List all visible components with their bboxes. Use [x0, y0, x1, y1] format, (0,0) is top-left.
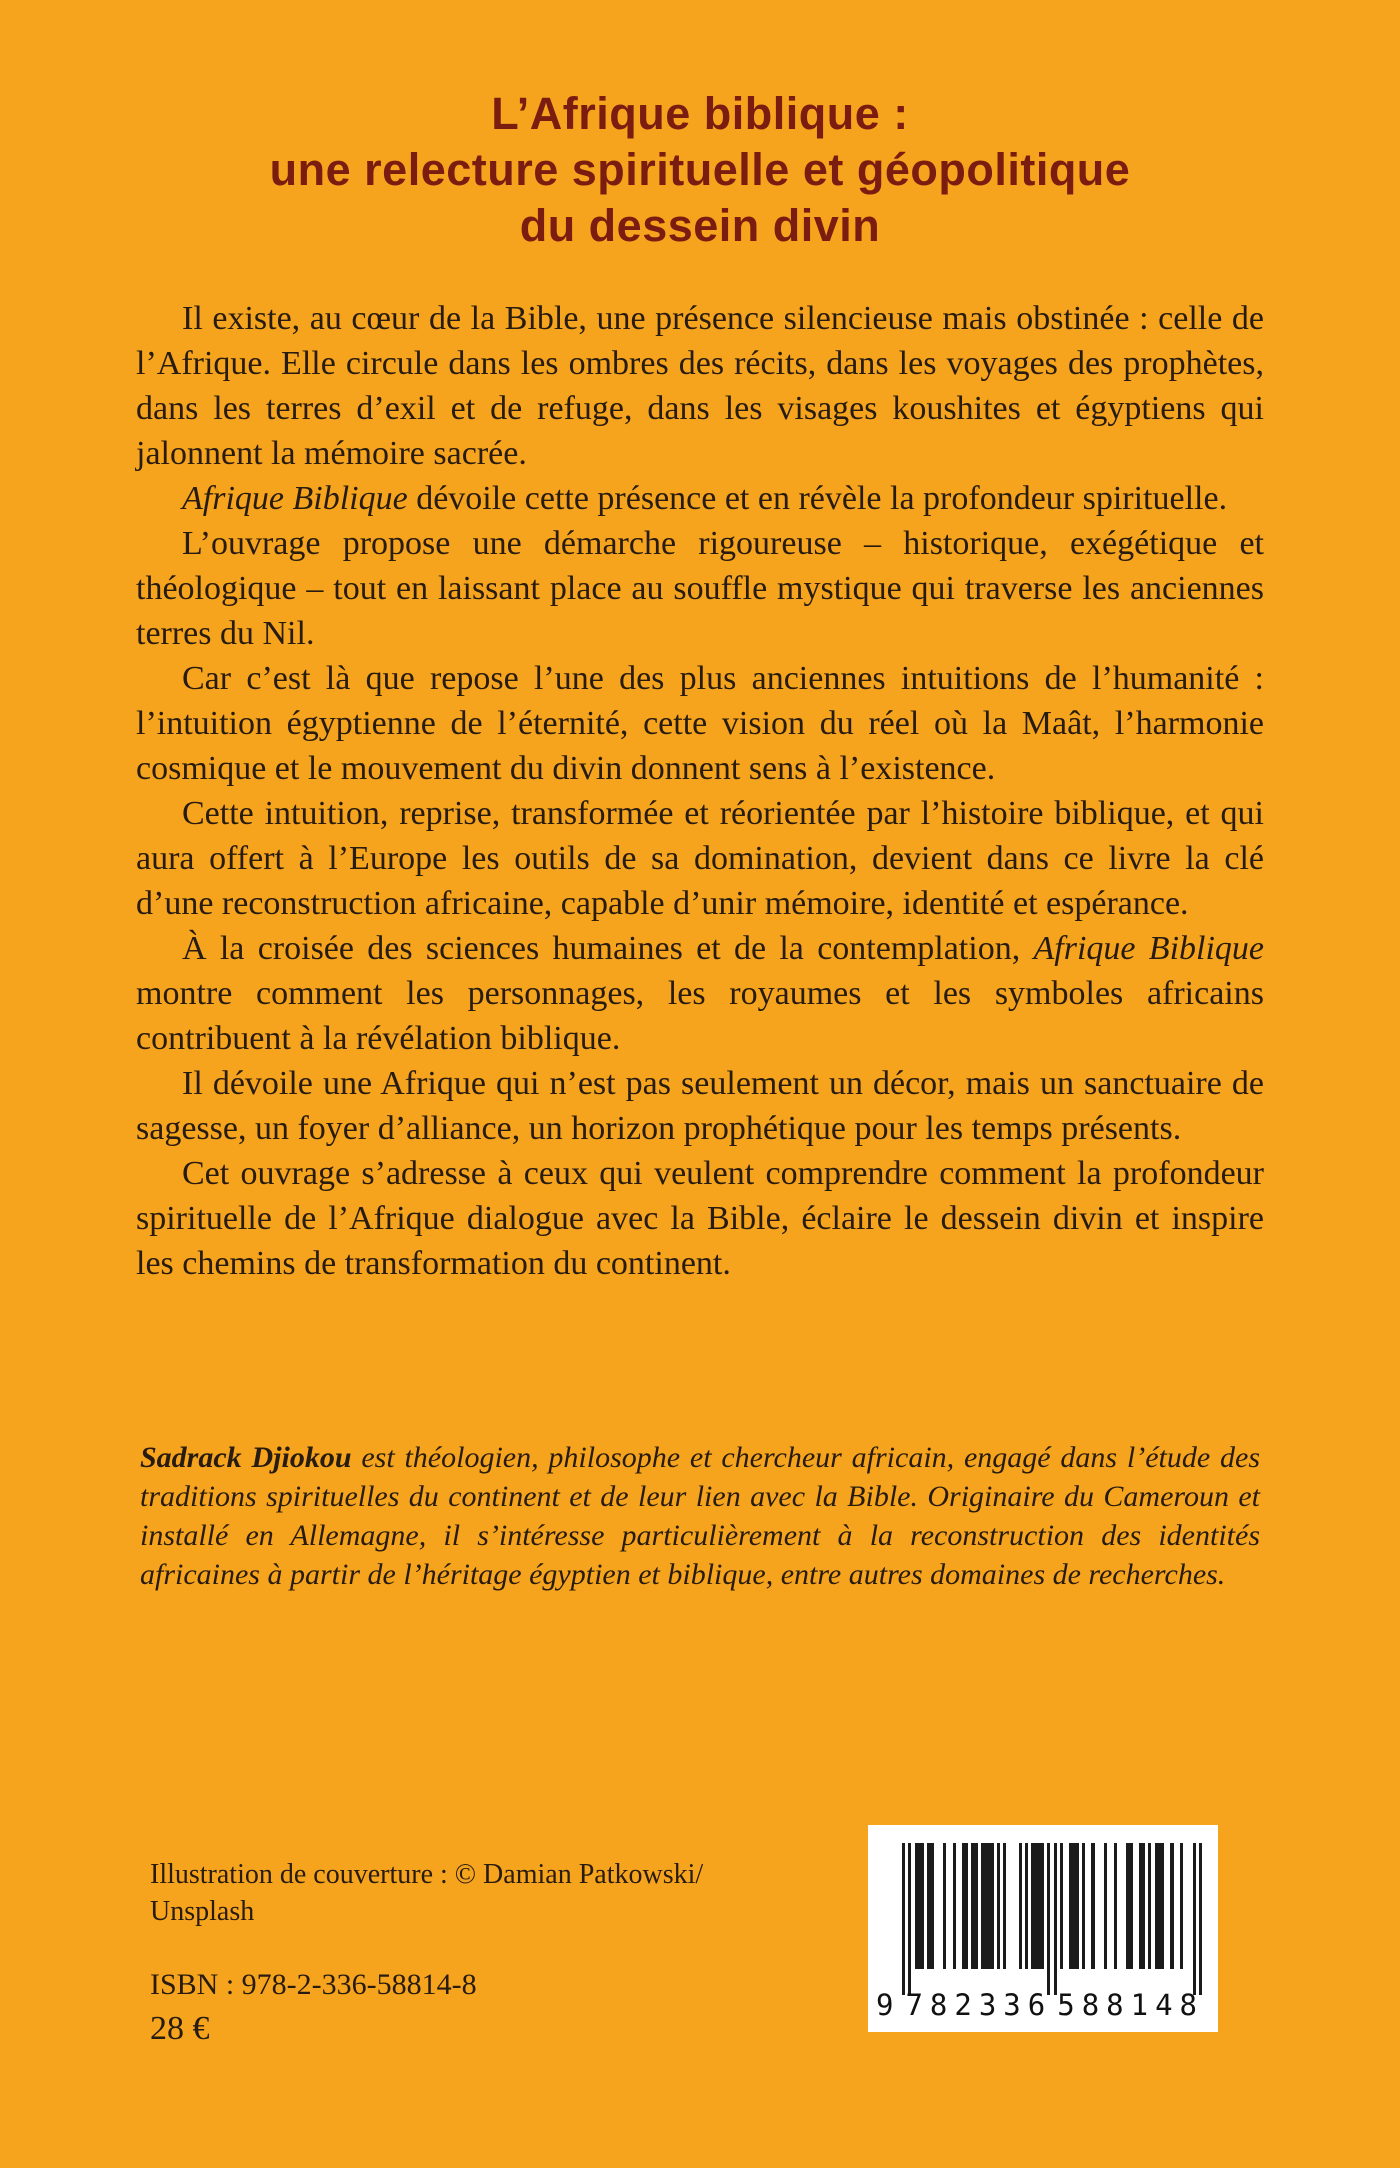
book-title-line-2: une relecture spirituelle et géopolitique	[269, 144, 1131, 195]
cover-credit-line-2: Unsplash	[150, 1896, 255, 1927]
book-title-line-3: du dessein divin	[519, 200, 881, 251]
synopsis-paragraph-3: L’ouvrage propose une démarche rigoureuse – historique, exégétique et théologique – tout en laissant place au souffle mystique qui traverse les anciennes terres du Nil.	[136, 525, 1264, 652]
author-bio-text: Sadrack Djiokou est théologien, philosophe et chercheur africain, engagé dans l’étude des traditions spirituelles du continent et de leur lien avec la Bible. Originaire du Cameroun et installé en Allemagne, il s’intéresse particulièrement à la reconstruction des identités africaines à partir de l’héritage égyptien et biblique, entre autres domaines de recherches.	[140, 1441, 1260, 1591]
synopsis-paragraph-1: Il existe, au cœur de la Bible, une présence silencieuse mais obstinée : celle de l’Afrique. Elle circule dans les ombres des récits, dans les voyages des prophètes, dans les terres d’exil et de refuge, dans les visages koushites et égyptiens qui jalonnent la mémoire sacrée.	[136, 300, 1264, 472]
title-block	[0, 0, 1400, 254]
isbn: ISBN : 978-2-336-58814-8	[150, 1968, 477, 2001]
barcode-panel	[868, 1825, 1218, 2032]
synopsis-paragraph-6: À la croisée des sciences humaines et de la contemplation, Afrique Biblique montre comment les personnages, les royaumes et les symboles africains contribuent à la révélation biblique.	[136, 930, 1265, 1057]
barcode-bars	[902, 1843, 1202, 1995]
book-title-line-1: L’Afrique biblique :	[491, 88, 909, 139]
synopsis-paragraph-5: Cette intuition, reprise, transformée et réorientée par l’histoire biblique, et qui aura offert à l’Europe les outils de sa domination, devient dans ce livre la clé d’une reconstruction africaine, capable d’unir mémoire, identité et espérance.	[136, 795, 1264, 922]
barcode-digit-group-3: 588148	[1057, 1988, 1204, 2022]
barcode-digit-group-1: 9	[876, 1988, 901, 2022]
imprint-left	[150, 1856, 703, 2048]
author-bio	[140, 1438, 1260, 1594]
synopsis-paragraph-4: Car c’est là que repose l’une des plus anciennes intuitions de l’humanité : l’intuition égyptienne de l’éternité, cette vision du réel où la Maât, l’harmonie cosmique et le mouvement du divin donnent sens à l’existence.	[136, 660, 1264, 787]
price: 28 €	[150, 2010, 210, 2047]
barcode-digits	[876, 1988, 1204, 2022]
synopsis-paragraph-2: Afrique Biblique dévoile cette présence et en révèle la profondeur spirituelle.	[182, 480, 1228, 517]
barcode-digit-group-2: 782336	[905, 1988, 1053, 2022]
cover-credit-line-1: Illustration de couverture : © Damian Patkowski/	[150, 1859, 704, 1890]
synopsis-paragraph-7: Il dévoile une Afrique qui n’est pas seulement un décor, mais un sanctuaire de sagesse, un foyer d’alliance, un horizon prophétique pour les temps présents.	[136, 1065, 1264, 1147]
synopsis	[136, 296, 1264, 1286]
synopsis-paragraph-8: Cet ouvrage s’adresse à ceux qui veulent comprendre comment la profondeur spirituelle de l’Afrique dialogue avec la Bible, éclaire le dessein divin et inspire les chemins de transformation du continent.	[136, 1155, 1264, 1282]
